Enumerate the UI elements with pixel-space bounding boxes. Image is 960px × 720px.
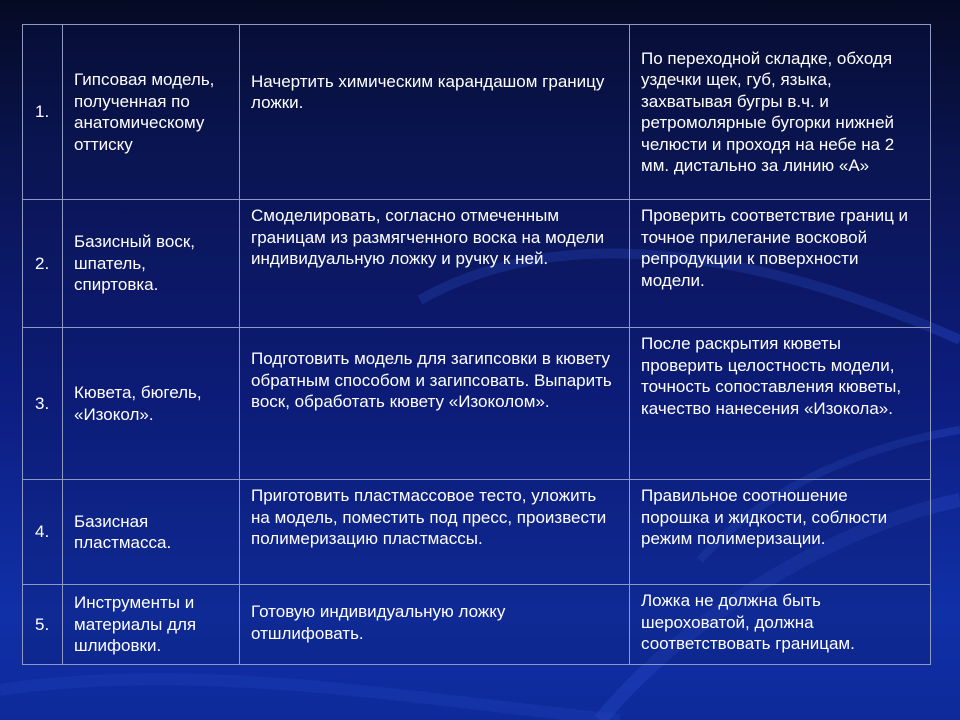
materials-cell: Инструменты и материалы для шлифовки. bbox=[63, 585, 240, 665]
action-cell: Подготовить модель для загипсовки в кювету обратным способом и загипсовать. Выпарить воск, обработать кювету «Изоколом». bbox=[240, 328, 630, 480]
action-cell: Смоделировать, согласно отмеченным границам из размягченного воска на модели индивидуальную ложку и ручку к ней. bbox=[240, 200, 630, 328]
action-cell: Приготовить пластмассовое тесто, уложить на модель, поместить под пресс, произвести полимеризацию пластмассы. bbox=[240, 480, 630, 585]
table-row bbox=[23, 480, 931, 585]
materials-cell: Базисная пластмасса. bbox=[63, 480, 240, 585]
row-number: 3. bbox=[23, 328, 63, 480]
procedure-table bbox=[22, 24, 931, 665]
table-row bbox=[23, 585, 931, 665]
materials-cell: Кювета, бюгель, «Изокол». bbox=[63, 328, 240, 480]
row-number: 4. bbox=[23, 480, 63, 585]
row-number: 1. bbox=[23, 25, 63, 200]
action-cell: Начертить химическим карандашом границу ложки. bbox=[240, 25, 630, 200]
materials-cell: Гипсовая модель, полученная по анатомическому оттиску bbox=[63, 25, 240, 200]
table-row bbox=[23, 200, 931, 328]
materials-cell: Базисный воск, шпатель, спиртовка. bbox=[63, 200, 240, 328]
row-number: 2. bbox=[23, 200, 63, 328]
table-row bbox=[23, 328, 931, 480]
check-cell: После раскрытия кюветы проверить целостность модели, точность сопоставления кюветы, качество нанесения «Изокола». bbox=[630, 328, 931, 480]
check-cell: По переходной складке, обходя уздечки щек, губ, языка, захватывая бугры в.ч. и ретромолярные бугорки нижней челюсти и проходя на небе на 2 мм. дистально за линию «А» bbox=[630, 25, 931, 200]
check-cell: Ложка не должна быть шероховатой, должна соответствовать границам. bbox=[630, 585, 931, 665]
action-cell: Готовую индивидуальную ложку отшлифовать. bbox=[240, 585, 630, 665]
check-cell: Правильное соотношение порошка и жидкости, соблюсти режим полимеризации. bbox=[630, 480, 931, 585]
row-number: 5. bbox=[23, 585, 63, 665]
table-row bbox=[23, 25, 931, 200]
check-cell: Проверить соответствие границ и точное прилегание восковой репродукции к поверхности модели. bbox=[630, 200, 931, 328]
